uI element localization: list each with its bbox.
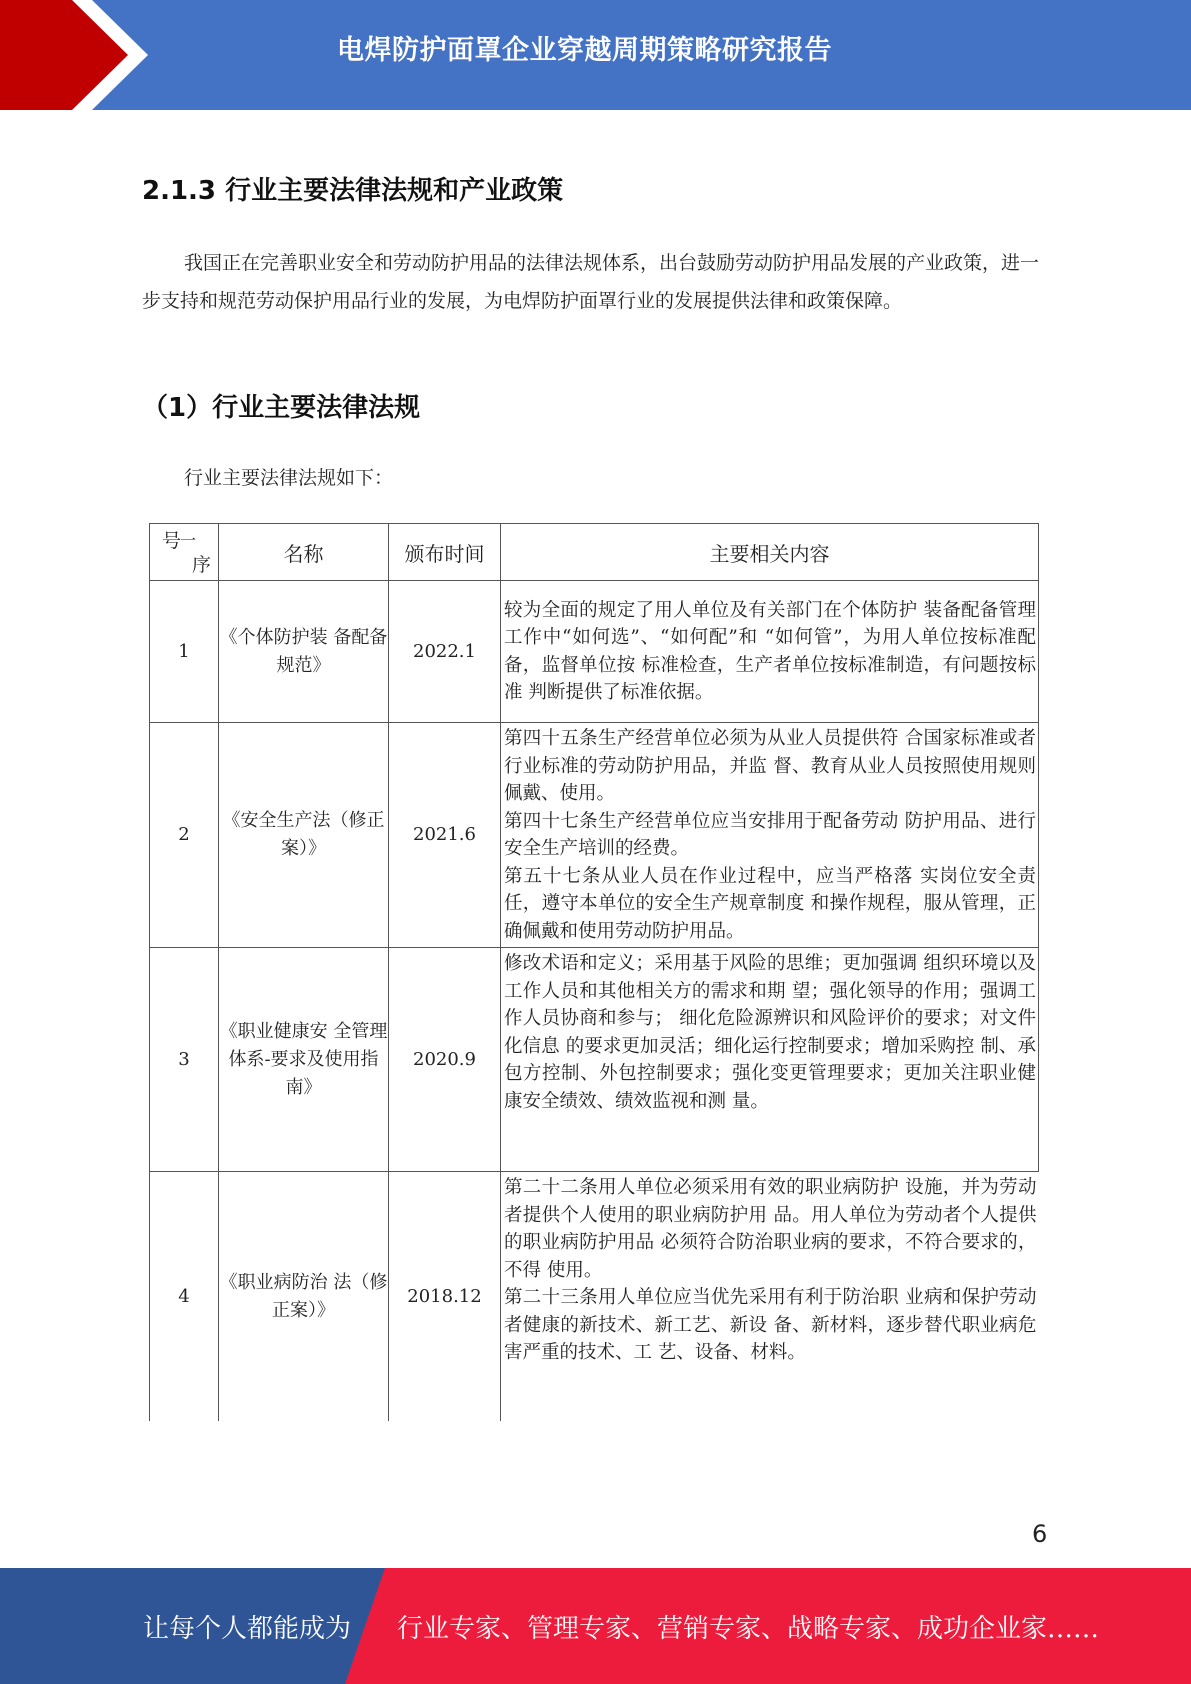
row-number: 4 <box>150 1172 219 1422</box>
footer-slogan-left: 让每个人都能成为 <box>143 1614 352 1644</box>
content-paragraph: 修改术语和定义；采用基于风险的思维；更加强调 组织环境以及工作人员和其他相关方的需求和期 望；强化领导的作用；强调工作人员协商和参与； 细化危险源辨识和风险评价的要求；对文件化信息 的要求更加灵活；细化运行控制要求；增加采购控 制、承包方控制、外包控制要求；强化变更管理要求；更加关注职业健康安全绩效、绩效监视和测 量。 <box>504 953 1036 1112</box>
header-serial-number <box>150 524 219 581</box>
row-number: 3 <box>150 948 219 1172</box>
row-number: 2 <box>150 723 219 948</box>
row-number: 1 <box>150 581 219 723</box>
subsection-heading: （1）行业主要法律法规 <box>142 393 421 423</box>
header-serial-part: 序 <box>192 554 212 576</box>
table-row <box>150 723 1039 948</box>
row-date: 2018.12 <box>389 1172 501 1422</box>
row-content <box>501 1172 1039 1422</box>
content-paragraph: 较为全面的规定了用人单位及有关部门在个体防护 装备配备管理工作中“如何选”、“如何配”和 “如何管”，为用人单位按标准配备，监督单位按 标准检查，生产者单位按标准制造，有问题按标准 判断提供了标准依据。 <box>504 599 1036 703</box>
content-paragraph: 第五十七条从业人员在作业过程中，应当严格落 实岗位安全责任，遵守本单位的安全生产规章制度 和操作规程，服从管理，正确佩戴和使用劳动防护用品。 <box>504 865 1036 942</box>
content-paragraph: 第二十三条用人单位应当优先采用有利于防治职 业病和保护劳动者健康的新技术、新工艺、新设 备、新材料，逐步替代职业病危害严重的技术、工 艺、设备、材料。 <box>504 1287 1037 1363</box>
table-header-row <box>150 524 1039 581</box>
table-row <box>150 948 1039 1172</box>
table-row <box>150 1172 1039 1422</box>
row-law-name: 《安全生产法（修正案）》 <box>219 723 389 948</box>
report-title: 电焊防护面罩企业穿越周期策略研究报告 <box>337 35 832 66</box>
row-content <box>501 723 1039 948</box>
laws-table <box>149 523 1039 1421</box>
content-paragraph: 第四十五条生产经营单位必须为从业人员提供符 合国家标准或者行业标准的劳动防护用品，并监 督、教育从业人员按照使用规则佩戴、使用。 <box>504 728 1036 804</box>
header-name: 名称 <box>219 524 389 581</box>
row-date: 2020.9 <box>389 948 501 1172</box>
footer-banner <box>0 1568 1191 1684</box>
table-intro-text: 行业主要法律法规如下： <box>184 467 394 489</box>
report-header-banner <box>0 0 1191 110</box>
row-law-name: 《职业病防治 法（修正案）》 <box>219 1172 389 1422</box>
row-law-name: 《个体防护装 备配备规范》 <box>219 581 389 723</box>
row-content <box>501 581 1039 723</box>
content-paragraph: 第二十二条用人单位必须采用有效的职业病防护 设施，并为劳动者提供个人使用的职业病防护用 品。用人单位为劳动者个人提供的职业病防护用品 必须符合防治职业病的要求，不符合要求的，不得 使用。 <box>504 1177 1037 1281</box>
row-date: 2021.6 <box>389 723 501 948</box>
row-content <box>501 948 1039 1172</box>
intro-paragraph: 我国正在完善职业安全和劳动防护用品的法律法规体系，出台鼓励劳动防护用品发展的产业政策，进一步支持和规范劳动保护用品行业的发展，为电焊防护面罩行业的发展提供法律和政策保障。 <box>142 252 1040 312</box>
page-number: 6 <box>1032 1520 1048 1548</box>
row-law-name: 《职业健康安 全管理体系-要求及使用指 南》 <box>219 948 389 1172</box>
table-row <box>150 581 1039 723</box>
footer-slogan-right: 行业专家、管理专家、营销专家、战略专家、成功企业家…… <box>397 1614 1100 1644</box>
header-arrow-decoration <box>0 0 160 110</box>
header-date: 颁布时间 <box>389 524 501 581</box>
section-heading: 2.1.3 行业主要法律法规和产业政策 <box>142 176 564 206</box>
header-serial-part: 号 <box>162 530 182 552</box>
header-serial-part: 一 <box>180 531 197 550</box>
row-date: 2022.1 <box>389 581 501 723</box>
header-content: 主要相关内容 <box>501 524 1039 581</box>
content-paragraph: 第四十七条生产经营单位应当安排用于配备劳动 防护用品、进行安全生产培训的经费。 <box>504 810 1036 859</box>
